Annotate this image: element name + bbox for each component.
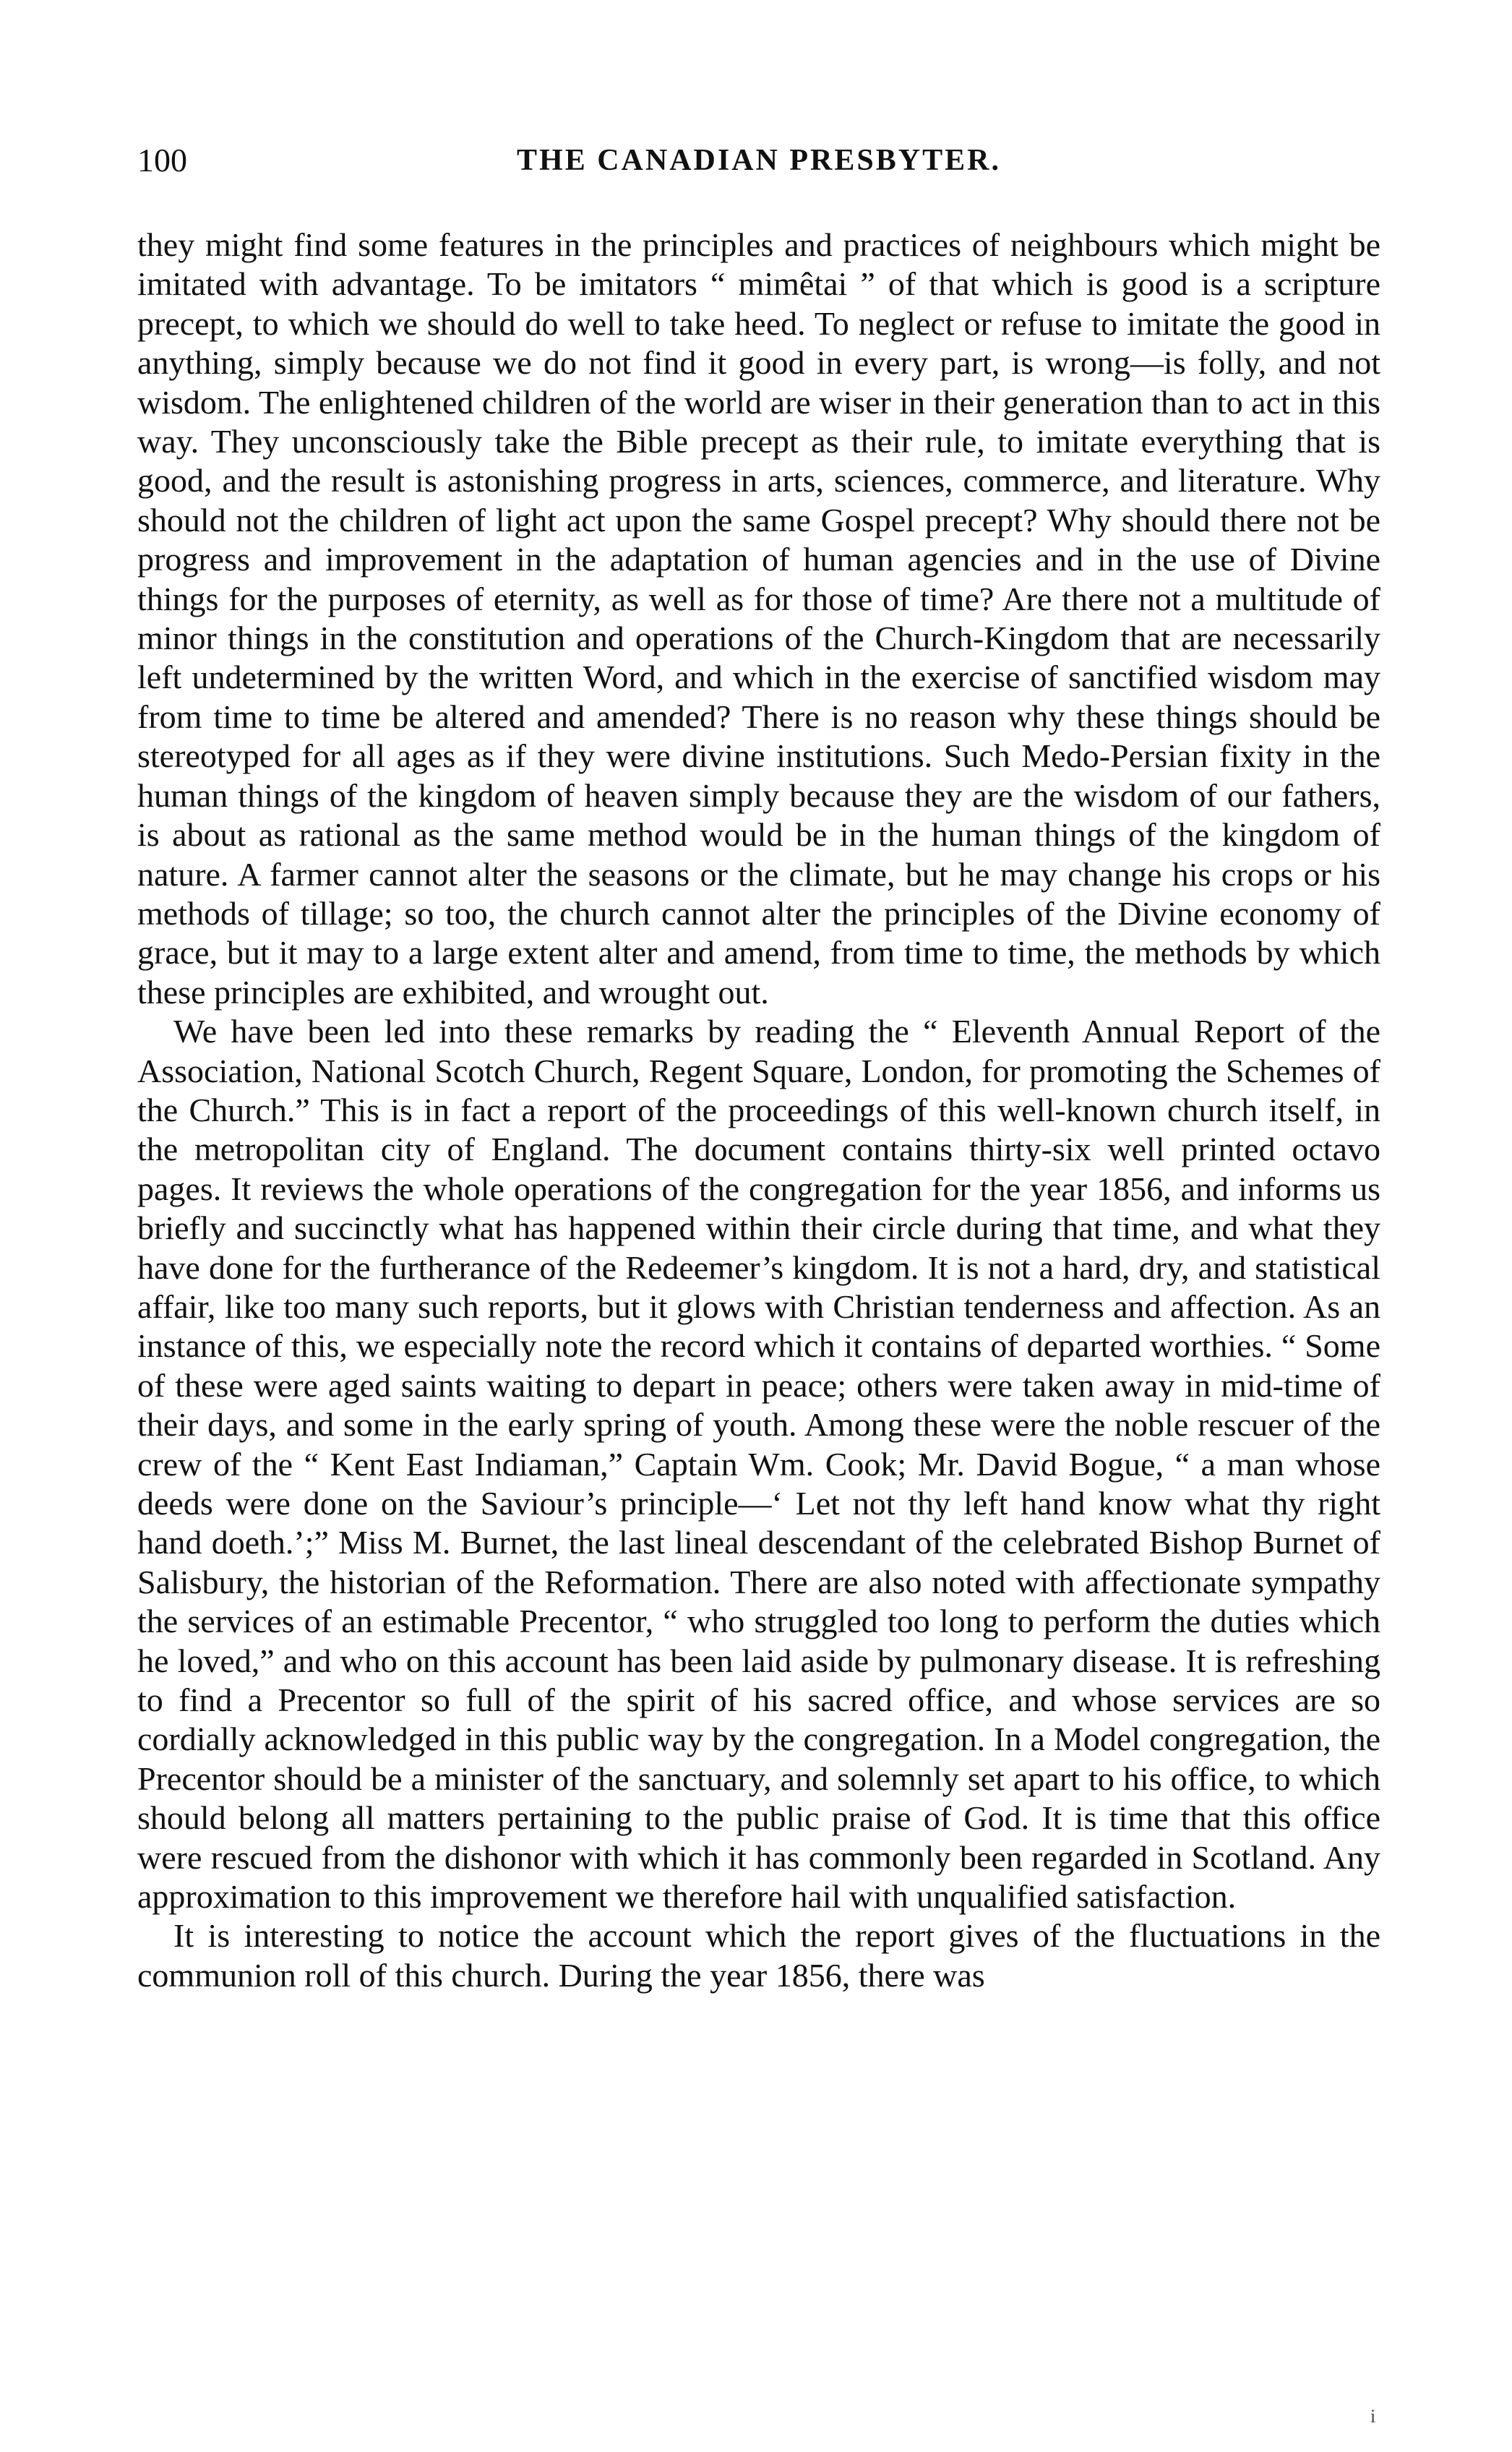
article-body: [137, 226, 1380, 1995]
paragraph-2: We have been led into these remarks by reading the “ Eleventh Annual Report of the Association, National Scotch Church, Regent Square, London, for promoting the Schemes of the Church.” This is in fact a report of the proceedings of this well-known church itself, in the metropolitan city of England. The document contains thirty-six well printed octavo pages. It reviews the whole operations of the congregation for the year 1856, and informs us briefly and succinctly what has happened within their circle during that time, and what they have done for the furtherance of the Redeemer’s kingdom. It is not a hard, dry, and statistical affair, like too many such reports, but it glows with Christian tenderness and affection. As an instance of this, we especially note the record which it contains of departed worthies. “ Some of these were aged saints waiting to depart in peace; others were taken away in mid-time of their days, and some in the early spring of youth. Among these were the noble rescuer of the crew of the “ Kent East Indiaman,” Captain Wm. Cook; Mr. David Bogue, “ a man whose deeds were done on the Saviour’s principle—‘ Let not thy left hand know what thy right hand doeth.’;” Miss M. Burnet, the last lineal descendant of the celebrated Bishop Burnet of Salisbury, the historian of the Reformation. There are also noted with affectionate sympathy the services of an estimable Precentor, “ who struggled too long to perform the duties which he loved,” and who on this account has been laid aside by pulmonary disease. It is refreshing to find a Precentor so full of the spirit of his sacred office, and whose services are so cordially acknowledged in this public way by the congregation. In a Model congregation, the Precentor should be a minister of the sanctuary, and solemnly set apart to his office, to which should belong all matters pertaining to the public praise of God. It is time that this office were rescued from the dishonor with which it has commonly been regarded in Scotland. Any approximation to this improvement we therefore hail with unqualified satisfaction.: [137, 1013, 1380, 1916]
page-number: 100: [137, 142, 187, 179]
page-header: [137, 139, 1380, 182]
paragraph-3: It is interesting to notice the account which the report gives of the fluctuations in the communion roll of this church. During the year 1856, there was: [137, 1917, 1380, 1994]
running-title: THE CANADIAN PRESBYTER.: [517, 144, 1001, 177]
footer-mark: i: [1370, 2406, 1376, 2427]
paragraph-1: they might find some features in the principles and practices of neighbours which might be imitated with advantage. To be imitators “ mimêtai ” of that which is good is a scripture precept, to which we should do well to take heed. To neglect or refuse to imitate the good in anything, simply because we do not find it good in every part, is wrong—is folly, and not wisdom. The enlightened children of the world are wiser in their generation than to act in this way. They unconsciously take the Bible precept as their rule, to imitate everything that is good, and the result is astonishing progress in arts, sciences, commerce, and literature. Why should not the children of light act upon the same Gospel precept? Why should there not be progress and improvement in the adaptation of human agencies and in the use of Divine things for the purposes of eternity, as well as for those of time? Are there not a multitude of minor things in the constitution and operations of the Church-Kingdom that are necessarily left undetermined by the written Word, and which in the exercise of sanctified wisdom may from time to time be altered and amended? There is no reason why these things should be stereotyped for all ages as if they were divine institutions. Such Medo-Persian fixity in the human things of the kingdom of heaven simply because they are the wisdom of our fathers, is about as rational as the same method would be in the human things of the kingdom of nature. A farmer cannot alter the seasons or the climate, but he may change his crops or his methods of tillage; so too, the church cannot alter the principles of the Divine economy of grace, but it may to a large extent alter and amend, from time to time, the methods by which these principles are exhibited, and wrought out.: [137, 226, 1380, 1011]
